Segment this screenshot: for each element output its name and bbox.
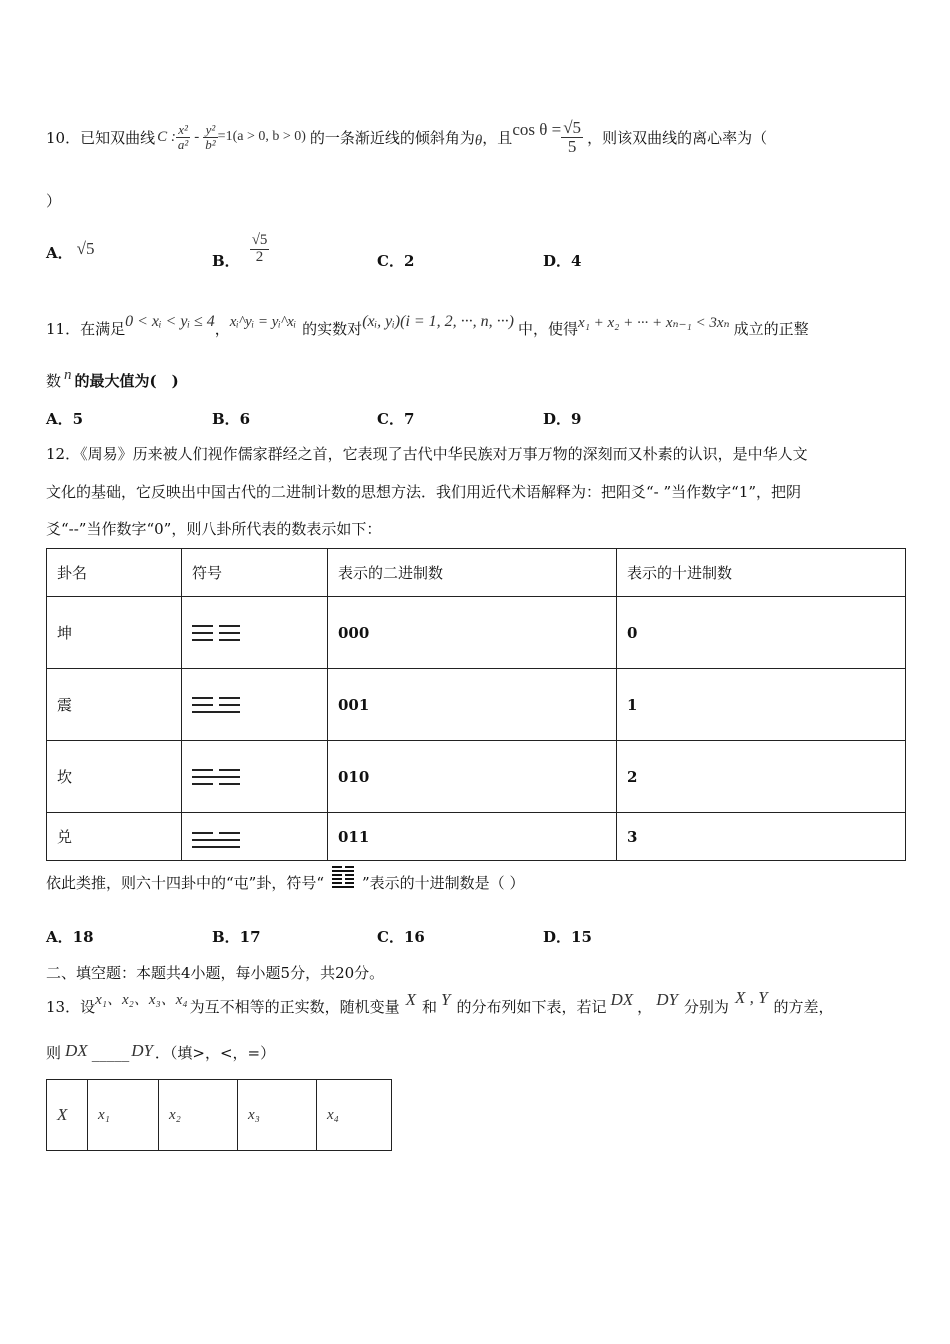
decimal-value: 0 [617, 597, 906, 669]
q12-option-b: B．17 [212, 928, 261, 946]
trigram-name: 兑 [47, 813, 182, 861]
table-cell: x₃ [238, 1080, 317, 1151]
q13-blank[interactable]: _____ [91, 1043, 130, 1062]
table-row [47, 1080, 392, 1151]
q12-option-d: D．15 [543, 928, 592, 946]
q10-theta: θ [474, 132, 483, 149]
trigram-symbol-kan [182, 741, 328, 813]
q10-option-a: A． √5 [46, 238, 95, 262]
q10-number: 10． [46, 128, 81, 147]
q13-line1: 13．设 x₁、x₂、x₃、x₄ 为互不相等的正实数，随机变量 X 和 Y 的分布列如下表，若记 DX ， DY 分别为 X , Y 的方差， [46, 988, 834, 1016]
q11-option-c: C．7 [377, 410, 415, 428]
q11-option-d: D．9 [543, 410, 582, 428]
q11-text4: 成立的正整 [733, 319, 809, 338]
trigram-symbol-zhen [182, 669, 328, 741]
q13-table [46, 1079, 392, 1151]
q11-line1 [46, 308, 809, 348]
q11-text2: 的实数对 [302, 319, 363, 338]
trigram-symbol-kun [182, 597, 328, 669]
q12-line3: 爻“--”当作数字“0”，则八卦所代表的数表示如下： [46, 520, 382, 538]
q12-option-a: A．18 [46, 928, 94, 946]
q11-number: 11． [46, 319, 81, 338]
table-cell: x₄ [317, 1080, 392, 1151]
header-name: 卦名 [47, 549, 182, 597]
q11-ineq: x₁ + x₂ + ··· + xₙ₋₁ < 3xₙ [578, 314, 730, 331]
q10-cos-frac: $\frac{√5}{5}$ [563, 117, 582, 156]
binary-value: 010 [328, 741, 617, 813]
q13-vars: x₁、x₂、x₃、x₄ [95, 991, 188, 1008]
binary-value: 011 [328, 813, 617, 861]
section-heading: 二、填空题：本题共4小题，每小题5分，共20分。 [46, 964, 385, 982]
q11-option-b: B．6 [212, 410, 251, 428]
trigram-name: 坤 [47, 597, 182, 669]
q13-DX: DX [610, 990, 634, 1009]
trigram-name: 震 [47, 669, 182, 741]
q13-Y: Y [441, 990, 451, 1009]
q10-text3: ，且 [482, 128, 513, 147]
q11-cond2: xᵢ^yᵢ = yᵢ^xᵢ [229, 313, 297, 330]
header-decimal: 表示的十进制数 [617, 549, 906, 597]
q13-line2: 则 DX _____ DY ．（填>，<，=） [46, 1040, 276, 1062]
q12-option-c: C．16 [377, 928, 425, 946]
q12-after: 依此类推，则六十四卦中的“屯”卦，符号“ ”表示的十进制数是（ ） [46, 862, 524, 902]
trigram-symbol-dui [182, 813, 328, 861]
table-cell: x₁ [88, 1080, 159, 1151]
q11-option-a: A．5 [46, 410, 84, 428]
q12-table [46, 548, 906, 861]
header-symbol: 符号 [182, 549, 328, 597]
q11-text3: 中，使得 [518, 319, 579, 338]
q10-cos-lhs: cos θ = [512, 120, 562, 139]
q10-option-b: B． $\frac{√5}{2}$ [212, 232, 268, 270]
q11-n: n [64, 367, 72, 383]
q10-close: ） [46, 192, 62, 210]
binary-value: 001 [328, 669, 617, 741]
q13-XY: X , Y [734, 988, 768, 1007]
binary-value: 000 [328, 597, 617, 669]
table-row [47, 741, 906, 813]
decimal-value: 1 [617, 669, 906, 741]
q10-text1: 已知双曲线 [80, 128, 156, 147]
zhun-hexagram-icon [332, 864, 354, 890]
q11-pairs: (xᵢ, yᵢ)(i = 1, 2, ···, n, ···) [362, 313, 515, 330]
q10-option-d: D．4 [543, 252, 582, 270]
header-binary: 表示的二进制数 [328, 549, 617, 597]
q12-line2: 文化的基础，它反映出中国古代的二进制计数的思想方法．我们用近代术语解释为：把阳爻“- ”当作数字“1”，把阴 [46, 483, 802, 501]
table-header-row [47, 549, 906, 597]
q10-text2: 的一条渐近线的倾斜角为 [309, 128, 475, 147]
q12-line1: 12．《周易》历来被人们视作儒家群经之首，它表现了古代中华民族对万事万物的深刻而又朴素的认识，是中华人文 [46, 445, 808, 463]
table-cell: x₂ [159, 1080, 238, 1151]
table-row [47, 669, 906, 741]
decimal-value: 3 [617, 813, 906, 861]
q11-text1: 在满足 [80, 319, 126, 338]
table-row [47, 813, 906, 861]
q10-line [46, 112, 767, 162]
table-row [47, 597, 906, 669]
q13-X: X [405, 990, 416, 1009]
q10-frac-x: $\frac{\text{x²}}{\text{a²}}$ [177, 121, 189, 152]
decimal-value: 2 [617, 741, 906, 813]
q11-cond1: 0 < xᵢ < yᵢ ≤ 4 [125, 313, 215, 330]
q10-minus: - [194, 128, 200, 145]
q11-line2: 数 n 的最大值为( ) [46, 367, 179, 390]
q10-curve-label: C : [157, 128, 176, 145]
q10-text4: ，则该双曲线的离心率为（ [587, 128, 768, 147]
q13-DY: DY [656, 990, 678, 1009]
q10-option-c: C．2 [377, 252, 415, 270]
q11-comma: ， [214, 319, 230, 338]
trigram-name: 坎 [47, 741, 182, 813]
q10-frac-y: $\frac{\text{y²}}{\text{b²}}$ [205, 121, 216, 152]
table-cell: X [47, 1080, 88, 1151]
q10-eq-tail: =1(a > 0, b > 0) [217, 129, 306, 144]
